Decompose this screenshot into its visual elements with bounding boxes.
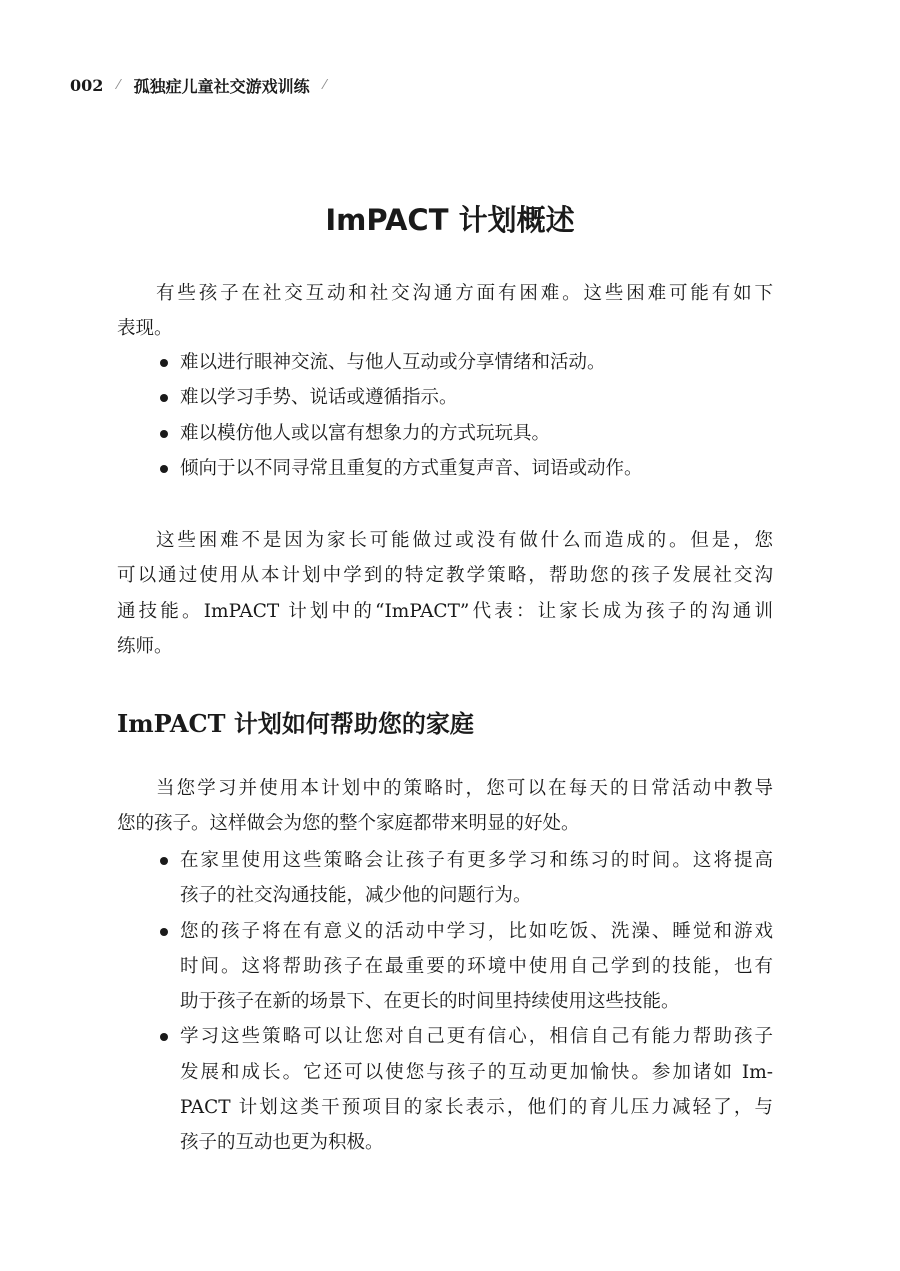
paragraph-causes bbox=[117, 523, 773, 664]
text-line bbox=[117, 914, 773, 949]
text-span: 助于孩子在新的场景下、在更长的时间里持续使用这些技能。 bbox=[180, 991, 680, 1013]
text-line bbox=[117, 878, 773, 913]
section-heading: ImPACT 计划如何帮助您的家庭 bbox=[117, 709, 474, 738]
text-span: 难以模仿他人或以富有想象力的方式玩玩具。 bbox=[180, 422, 551, 444]
text-span: 时间。这将帮助孩子在最重要的环境中使用自己学到的技能，也有 bbox=[180, 955, 773, 977]
text-span: 在家里使用这些策略会让孩子有更多学习和练习的时间。这将提高 bbox=[180, 850, 773, 871]
list-item bbox=[117, 416, 773, 451]
text-line bbox=[117, 1090, 773, 1125]
page-title: ImPACT 计划概述 bbox=[325, 203, 575, 237]
text-line: 当您学习并使用本计划中的策略时，您可以在每天的日常活动中教导 bbox=[156, 778, 773, 799]
text-span: PACT 计划这类干预项目的家长表示，他们的育儿压力减轻了，与 bbox=[180, 1097, 773, 1119]
text-line bbox=[117, 451, 773, 486]
bullet-list-benefits bbox=[117, 843, 773, 1161]
paragraph-intro bbox=[117, 276, 773, 347]
text-line bbox=[117, 416, 773, 451]
text-span: 孩子的社交沟通技能，减少他的问题行为。 bbox=[180, 885, 532, 907]
list-item bbox=[117, 380, 773, 415]
text-span: 难以进行眼神交流、与他人互动或分享情绪和活动。 bbox=[180, 352, 606, 373]
list-item bbox=[117, 451, 773, 486]
bullet-icon bbox=[160, 928, 168, 936]
text-line: 这些困难不是因为家长可能做过或没有做什么而造成的。但是，您 bbox=[156, 530, 773, 551]
book-title: 孤独症儿童社交游戏训练 bbox=[133, 77, 310, 96]
bullet-icon bbox=[160, 359, 168, 367]
bullet-icon bbox=[160, 465, 168, 473]
text-span: 您的孩子将在有意义的活动中学习，比如吃饭、洗澡、睡觉和游戏 bbox=[180, 920, 773, 942]
divider-slash-icon: ⁄ bbox=[117, 78, 120, 93]
bullet-icon bbox=[160, 430, 168, 438]
text-span: 难以学习手势、说话或遵循指示。 bbox=[180, 387, 458, 409]
list-item bbox=[117, 914, 773, 1020]
bullet-icon bbox=[160, 857, 168, 865]
text-line: 通技能。ImPACT 计划中的“ImPACT”代表：让家长成为孩子的沟通训 bbox=[117, 600, 773, 622]
text-span: 孩子的互动也更为积极。 bbox=[180, 1132, 384, 1154]
bullet-icon bbox=[160, 1033, 168, 1041]
list-item bbox=[117, 843, 773, 914]
list-item bbox=[117, 345, 773, 380]
text-line: 表现。 bbox=[117, 318, 173, 340]
text-span: 倾向于以不同寻常且重复的方式重复声音、词语或动作。 bbox=[180, 457, 643, 479]
bullet-list-difficulties bbox=[117, 345, 773, 486]
paragraph-benefits bbox=[117, 771, 773, 842]
text-span: 发展和成长。它还可以使您与孩子的互动更加愉快。参加诸如 Im- bbox=[180, 1061, 773, 1083]
running-header bbox=[70, 74, 326, 97]
text-line bbox=[117, 843, 773, 878]
text-line: 您的孩子。这样做会为您的整个家庭都带来明显的好处。 bbox=[117, 813, 580, 835]
divider-slash-icon: ⁄ bbox=[323, 78, 326, 93]
list-item bbox=[117, 1019, 773, 1160]
text-line bbox=[117, 345, 773, 380]
text-line: 有些孩子在社交互动和社交沟通方面有困难。这些困难可能有如下 bbox=[156, 283, 773, 304]
text-line bbox=[117, 1055, 773, 1090]
text-line: 可以通过使用从本计划中学到的特定教学策略，帮助您的孩子发展社交沟 bbox=[117, 565, 773, 587]
text-line bbox=[117, 1019, 773, 1054]
text-line bbox=[117, 380, 773, 415]
page-number: 002 bbox=[70, 76, 104, 95]
bullet-icon bbox=[160, 394, 168, 402]
text-line bbox=[117, 949, 773, 984]
text-line: 练师。 bbox=[117, 635, 173, 657]
text-line bbox=[117, 1125, 773, 1160]
text-span: 学习这些策略可以让您对自己更有信心，相信自己有能力帮助孩子 bbox=[180, 1026, 773, 1048]
text-line bbox=[117, 984, 773, 1019]
